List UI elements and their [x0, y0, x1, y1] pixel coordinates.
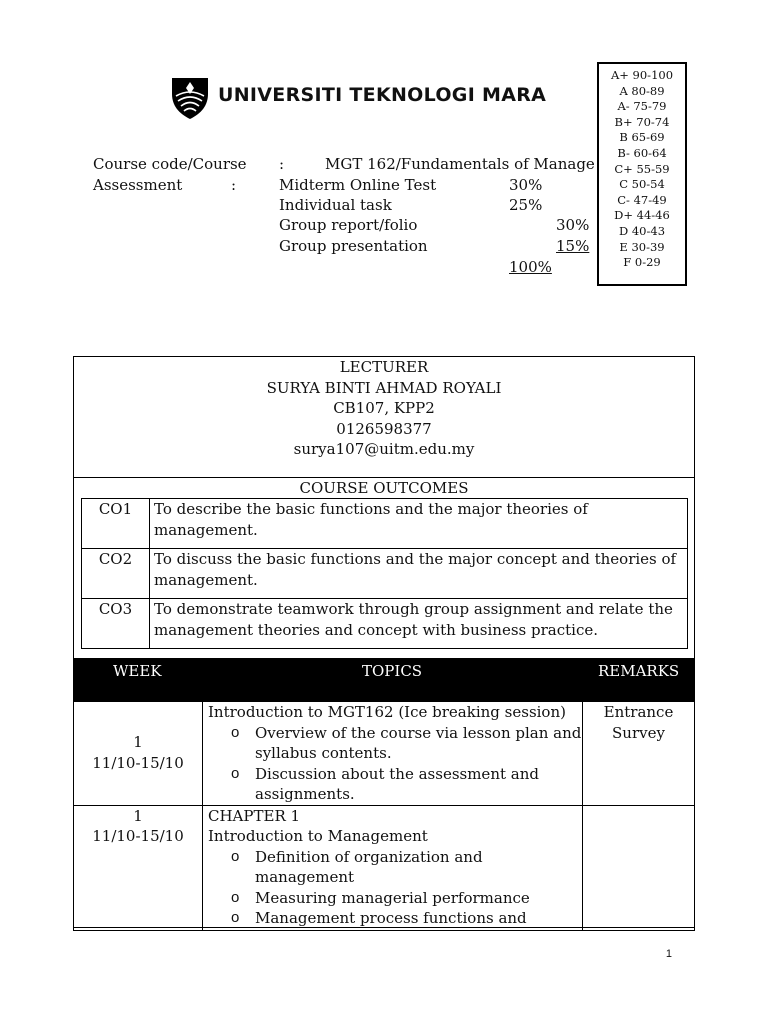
grade-item: E 30-39 [619, 239, 665, 254]
week-number: 1 [133, 806, 143, 825]
topic-bullet: o Management process functions and [229, 908, 582, 929]
topic-bullets [203, 723, 582, 805]
week-cell [74, 702, 203, 806]
schedule-header [73, 658, 695, 701]
remarks-column-header: REMARKS [598, 662, 680, 680]
outcome-text: To discuss the basic functions and the major concept and theories of management. [150, 549, 688, 599]
remarks-text: Entrance Survey [603, 703, 674, 742]
week-dates: 11/10-15/10 [92, 753, 184, 772]
university-name: UNIVERSITI TEKNOLOGI MARA [218, 84, 547, 106]
chapter-label: CHAPTER 1 [208, 806, 301, 825]
topic-cell [203, 805, 583, 930]
grade-item: A+ 90-100 [610, 68, 674, 82]
grade-item: B+ 70-74 [614, 114, 670, 129]
course-separator: : [279, 155, 285, 173]
grade-item: F 0-29 [623, 255, 661, 270]
outcome-code: CO3 [82, 599, 150, 649]
grade-item: D 40-43 [618, 223, 666, 238]
grade-scale-box [597, 62, 687, 286]
course-value: MGT 162/Fundamentals of Manage [325, 155, 595, 173]
schedule-row [74, 805, 695, 930]
week-number: 1 [133, 733, 143, 751]
course-label: Course code/Course [93, 155, 247, 173]
assessment-label: Assessment [93, 176, 183, 194]
course-outcomes-heading: COURSE OUTCOMES [299, 479, 469, 497]
topic-bullet: o Overview of the course via lesson plan and syllabus contents. [229, 723, 582, 764]
grade-item: B 65-69 [619, 130, 665, 145]
schedule-row [74, 702, 695, 806]
outcome-text: To demonstrate teamwork through group assignment and relate the management theories and concept with business practice. [150, 599, 688, 649]
topic-title: Introduction to MGT162 (Ice breaking session) [208, 703, 566, 721]
grade-item: A- 75-79 [617, 99, 667, 114]
lecturer-phone: 0126598377 [336, 419, 432, 438]
course-outcomes-table [81, 498, 688, 649]
topic-title: Introduction to Management [208, 827, 428, 845]
assessment-item-name: Group presentation [279, 237, 428, 255]
grade-item: C- 47-49 [617, 192, 667, 207]
assessment-item-name: Group report/folio [279, 216, 418, 234]
grade-item: C 50-54 [619, 177, 665, 192]
outcome-row [82, 549, 688, 599]
grade-item: D+ 44-46 [614, 208, 670, 223]
grade-item: A 80-89 [619, 83, 665, 98]
lecturer-email: surya107@uitm.edu.my [293, 440, 475, 458]
outcome-code: CO1 [82, 499, 150, 549]
topic-bullets [203, 847, 582, 929]
remarks-cell [583, 702, 695, 806]
topic-bullet: o Definition of organization and management [229, 847, 582, 888]
assessment-item-name: Individual task [279, 196, 392, 214]
outcome-row [82, 499, 688, 549]
lecturer-section [73, 356, 695, 478]
topic-bullet: o Discussion about the assessment and assignments. [229, 764, 582, 805]
week-dates: 11/10-15/10 [92, 827, 184, 845]
topic-bullet: o Measuring managerial performance [229, 888, 582, 909]
week-column-header: WEEK [113, 662, 162, 680]
outcome-text: To describe the basic functions and the major theories of management. [150, 499, 688, 549]
outcome-row [82, 599, 688, 649]
university-logo [170, 76, 210, 120]
schedule-table [73, 701, 695, 931]
lecturer-room: CB107, KPP2 [333, 399, 435, 417]
lecturer-name: SURYA BINTI AHMAD ROYALI [266, 378, 502, 397]
remarks-cell [583, 805, 695, 930]
assessment-item-pct: 30% [556, 216, 590, 234]
assessment-separator: : [231, 176, 237, 194]
lecturer-heading: LECTURER [339, 358, 429, 376]
outcome-code: CO2 [82, 549, 150, 599]
assessment-item-pct: 15% [556, 237, 590, 255]
page-number: 1 [665, 948, 672, 960]
assessment-item-pct: 25% [509, 196, 543, 214]
topic-cell [203, 702, 583, 806]
assessment-total: 100% [509, 258, 552, 276]
grade-item: B- 60-64 [617, 145, 667, 160]
topics-column-header: TOPICS [362, 662, 423, 680]
assessment-item-name: Midterm Online Test [279, 176, 437, 194]
grade-item: C+ 55-59 [614, 161, 670, 176]
assessment-item-pct: 30% [509, 176, 543, 194]
week-cell [74, 805, 203, 930]
